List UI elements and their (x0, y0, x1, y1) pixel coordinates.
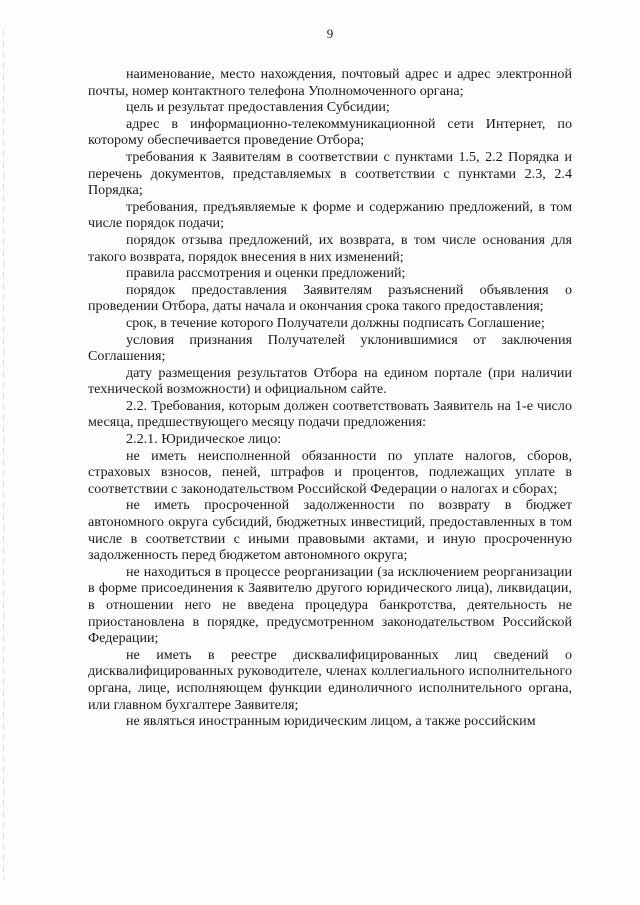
paragraph: порядок предоставления Заявителям разъяснений объявления о проведении Отбора, даты начала и окончания срока такого предоставления; (88, 281, 572, 315)
paragraph: требования к Заявителям в соответствии с пунктами 1.5, 2.2 Порядка и перечень документов, представляемых в соответствии с пунктами 2.3, 2.4 Порядка; (88, 148, 572, 199)
paragraph: требования, предъявляемые к форме и содержанию предложений, в том числе порядок подачи; (88, 198, 572, 232)
paragraph: не иметь просроченной задолженности по возврату в бюджет автономного округа субсидий, бюджетных инвестиций, предоставленных в том числе в соответствии с иными правовыми актами, и иную просроченную задолженность перед бюджетом автономного округа; (88, 497, 572, 564)
paragraph: порядок отзыва предложений, их возврата, в том числе основания для такого возврата, порядок внесения в них изменений; (88, 231, 572, 265)
page-number: 9 (326, 26, 334, 41)
paragraph: срок, в течение которого Получатели должны подписать Соглашение; (126, 314, 545, 331)
paragraph: не иметь неисполненной обязанности по уплате налогов, сборов, страховых взносов, пеней, штрафов и процентов, подлежащих уплате в соответствии с законодательством Российской Федерации о налогах и сборах; (88, 447, 572, 497)
document-body (88, 66, 572, 730)
paragraph: не являться иностранным юридическим лицом, а также российским (126, 713, 536, 730)
subsection-heading-2-2-1: 2.2.1. Юридическое лицо: (126, 431, 282, 448)
paragraph: дату размещения результатов Отбора на едином портале (при наличии технической возможности) и официальном сайте. (88, 364, 572, 398)
paragraph: наименование, место нахождения, почтовый адрес и адрес электронной почты, номер контактного телефона Уполномоченного органа; (88, 66, 572, 99)
paragraph: не находиться в процессе реорганизации (за исключением реорганизации в форме присоединения к Заявителю другого юридического лица), ликвидации, в отношении него не введена процедура банкротства, деятельность не приостановлена в порядке, предусмотренном законодательством Российской Федерации; (88, 563, 572, 647)
paragraph: не иметь в реестре дисквалифицированных лиц сведений о дисквалифицированных руководителе, членах коллегиального исполнительного органа, лице, исполняющем функции единоличного исполнительного органа, или главном бухгалтере Заявителя; (88, 646, 572, 713)
paragraph: правила рассмотрения и оценки предложений; (126, 265, 406, 282)
scan-edge-artifact (3, 30, 4, 880)
section-heading-2-2: 2.2. Требования, которым должен соответствовать Заявитель на 1-е число месяца, предшествующего месяцу подачи предложения: (88, 397, 572, 431)
paragraph: цель и результат предоставления Субсидии; (126, 99, 390, 116)
paragraph: адрес в информационно-телекоммуникационной сети Интернет, по которому обеспечивается проведение Отбора; (88, 115, 572, 149)
paragraph: условия признания Получателей уклонившимися от заключения Соглашения; (88, 331, 572, 365)
